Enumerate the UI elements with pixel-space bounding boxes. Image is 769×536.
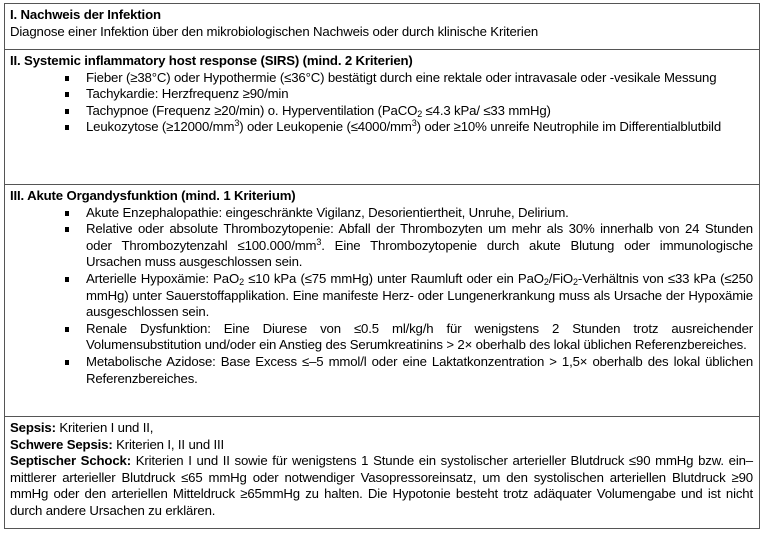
list-item [10,354,753,387]
definition-label: Septischer Schock: [10,453,131,469]
superscript: 3 [234,118,240,129]
section-definitions [5,416,759,528]
list-item [10,86,753,103]
list-item [10,103,753,120]
bullet-icon [65,211,69,216]
item-text: Arterielle Hypoxämie: PaO [86,270,240,286]
section-sirs [5,49,759,184]
definition-label: Schwere Sepsis: [10,436,113,452]
bullet-icon [65,327,69,332]
subscript: 2 [417,108,423,119]
item-text: Metabolische Azidose: Base Excess ≤–5 mmol/l oder eine Laktatkonzentration > 1,5× oberhalb des lokal üblichen Referenzbereiches. [86,353,753,386]
definition-septic-shock [10,453,753,519]
definition-label: Sepsis: [10,420,56,435]
item-text: -Verhältnis von ≤33 kPa (≤250 mmHg) unter Sauerstoffapplikation. Eine manifeste Herz- oder Lungenerkrankung muss als Ursache der Hypoxämie ausgeschlossen sein. [86,270,753,320]
subscript: 2 [573,276,578,287]
bullet-icon [65,227,69,232]
bullet-icon [65,125,69,130]
item-text: ) oder ≥10% unreife Neutrophile im Differentialblutbild [416,119,722,135]
item-text: Leukozytose (≥12000/mm [86,119,235,135]
section-title: I. Nachweis der Infektion [10,7,161,22]
item-text: ) oder Leukopenie (≤4000/mm [239,119,412,135]
section-title: III. Akute Organdysfunktion (mind. 1 Kriterium) [10,188,296,203]
section-title: II. Systemic inflammatory host response (SIRS) (mind. 2 Kriterien) [10,53,413,68]
definition-text: Kriterien I und II, [55,420,154,435]
list-item [10,119,753,136]
definition-text: Kriterien I und II sowie für wenigstens 1 Stunde ein systolischer arterieller Blutdruck ≤90 mmHg bzw. ein–mittlerer arterieller Blutdruck ≤65 mmHg oder notwendiger Vasopressoreinsatz, um den systolischen arteriellen Blutdruck ≥90 mmHg oder den arteriellen Mitteldruck ≥65mmHg zu halten. Die Hypotonie besteht trotz adäquater Volumengabe und ist nicht durch andere Ursachen zu erklären. [10,453,753,518]
list-item [10,205,753,222]
item-text: Relative oder absolute Thrombozytopenie: Abfall der Thrombozyten um mehr als 30% innerhalb von 24 Stunden oder Thrombozytenzahl ≤100.000/mm [86,221,753,253]
bullet-icon [65,109,69,114]
superscript: 3 [316,236,322,247]
item-text: Fieber (≥38°C) oder Hypothermie (≤36°C) bestätigt durch eine rektale oder intravasale oder -vesikale Messung [86,69,717,85]
bullet-icon [65,360,69,365]
list-item [10,271,753,321]
item-text: ≤10 kPa (≤75 mmHg) unter Raumluft oder ein PaO [243,270,544,286]
subscript: 2 [239,276,244,287]
definition-severe-sepsis [10,437,753,454]
item-text: /FiO [548,270,574,286]
definition-sepsis [10,420,753,437]
subscript: 2 [543,276,549,287]
item-text: ≤4.3 kPa/ ≤33 mmHg) [422,102,551,118]
criteria-list [10,205,753,388]
item-text: Akute Enzephalopathie: eingeschränkte Vigilanz, Desorientiertheit, Unruhe, Delirium. [86,204,569,220]
criteria-list [10,70,753,136]
item-text: Tachykardie: Herzfrequenz ≥90/min [86,86,289,102]
item-text: Tachypnoe (Frequenz ≥20/min) o. Hyperventilation (PaCO [86,102,418,118]
list-item [10,70,753,87]
list-item [10,321,753,354]
bullet-icon [65,277,69,282]
item-text: Renale Dysfunktion: Eine Diurese von ≤0.5 ml/kg/h für wenigstens 2 Stunden trotz ausreichender Volumensubstitution und/oder ein Anstieg des Serumkreatinins > 2× oberhalb des lokal üblichen Referenzbereiches. [86,320,753,353]
section-infection [5,4,759,49]
superscript: 3 [411,118,417,129]
bullet-icon [65,76,69,81]
section-organ-dysfunction [5,184,759,416]
list-item [10,221,753,271]
bullet-icon [65,92,69,97]
section-text: Diagnose einer Infektion über den mikrobiologischen Nachweis oder durch klinische Kriterien [10,23,539,39]
definition-text: Kriterien I, II und III [112,436,225,452]
item-text: . Eine Thrombozytopenie durch akute Blutung oder immunologische Ursachen muss ausgeschlossen sein. [86,237,753,270]
sepsis-criteria-table [4,3,760,529]
